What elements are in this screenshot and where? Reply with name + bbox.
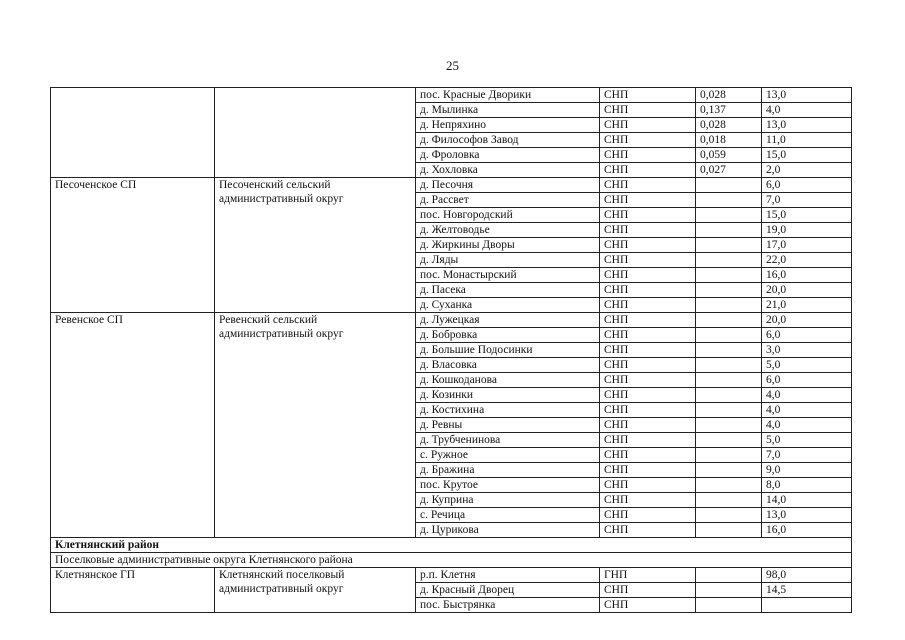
settlement-distance: 13,0 bbox=[762, 118, 852, 133]
settlement-type: СНП bbox=[600, 373, 696, 388]
settlement-area bbox=[696, 208, 762, 223]
settlement-name: д. Жиркины Дворы bbox=[416, 238, 600, 253]
settlement-type: СНП bbox=[600, 253, 696, 268]
section-title: Клетнянский район bbox=[51, 538, 852, 553]
settlement-distance: 20,0 bbox=[762, 313, 852, 328]
okrug-name: Песоченский сельский административный округ bbox=[215, 178, 416, 313]
settlement-area bbox=[696, 478, 762, 493]
settlement-type: СНП bbox=[600, 223, 696, 238]
settlement-name: д. Пасека bbox=[416, 283, 600, 298]
settlement-area: 0,018 bbox=[696, 133, 762, 148]
settlement-type: СНП bbox=[600, 313, 696, 328]
settlement-type: СНП bbox=[600, 598, 696, 613]
settlement-distance: 13,0 bbox=[762, 88, 852, 103]
settlement-distance: 20,0 bbox=[762, 283, 852, 298]
settlement-area bbox=[696, 328, 762, 343]
settlement-area bbox=[696, 298, 762, 313]
settlement-area: 0,137 bbox=[696, 103, 762, 118]
settlement-type: СНП bbox=[600, 433, 696, 448]
settlement-type: ГНП bbox=[600, 568, 696, 583]
settlement-distance: 4,0 bbox=[762, 403, 852, 418]
settlement-name: д. Песочня bbox=[416, 178, 600, 193]
settlement-area bbox=[696, 403, 762, 418]
settlement-type: СНП bbox=[600, 493, 696, 508]
settlement-type: СНП bbox=[600, 178, 696, 193]
settlement-type: СНП bbox=[600, 103, 696, 118]
settlement-type: СНП bbox=[600, 463, 696, 478]
settlement-distance: 5,0 bbox=[762, 358, 852, 373]
settlement-type: СНП bbox=[600, 298, 696, 313]
settlement-name: д. Трубченинова bbox=[416, 433, 600, 448]
settlement-area bbox=[696, 493, 762, 508]
settlement-type: СНП bbox=[600, 583, 696, 598]
settlement-type: СНП bbox=[600, 328, 696, 343]
settlement-distance: 6,0 bbox=[762, 373, 852, 388]
settlement-name: р.п. Клетня bbox=[416, 568, 600, 583]
sp-cell-empty bbox=[51, 88, 215, 178]
settlement-distance: 4,0 bbox=[762, 388, 852, 403]
settlement-distance: 4,0 bbox=[762, 418, 852, 433]
settlement-name: пос. Быстрянка bbox=[416, 598, 600, 613]
settlement-distance bbox=[762, 598, 852, 613]
settlement-name: д. Бражина bbox=[416, 463, 600, 478]
settlement-area bbox=[696, 388, 762, 403]
settlement-type: СНП bbox=[600, 148, 696, 163]
settlement-type: СНП bbox=[600, 448, 696, 463]
settlement-distance: 17,0 bbox=[762, 238, 852, 253]
settlement-type: СНП bbox=[600, 163, 696, 178]
okrug-cell-empty bbox=[215, 88, 416, 178]
settlement-name: д. Кошкоданова bbox=[416, 373, 600, 388]
settlement-area bbox=[696, 178, 762, 193]
settlement-distance: 9,0 bbox=[762, 463, 852, 478]
settlement-type: СНП bbox=[600, 88, 696, 103]
section-subtitle-row bbox=[51, 553, 852, 568]
settlement-area: 0,059 bbox=[696, 148, 762, 163]
settlement-distance: 16,0 bbox=[762, 523, 852, 538]
settlement-name: пос. Крутое bbox=[416, 478, 600, 493]
settlement-name: д. Мылинка bbox=[416, 103, 600, 118]
settlement-name: с. Ружное bbox=[416, 448, 600, 463]
settlement-area bbox=[696, 193, 762, 208]
settlement-distance: 16,0 bbox=[762, 268, 852, 283]
settlement-name: д. Костихина bbox=[416, 403, 600, 418]
settlement-distance: 7,0 bbox=[762, 193, 852, 208]
settlement-name: д. Желтоводье bbox=[416, 223, 600, 238]
settlement-type: СНП bbox=[600, 118, 696, 133]
settlement-area: 0,027 bbox=[696, 163, 762, 178]
settlement-area bbox=[696, 238, 762, 253]
settlement-type: СНП bbox=[600, 358, 696, 373]
settlement-name: д. Власовка bbox=[416, 358, 600, 373]
sp-name: Песоченское СП bbox=[51, 178, 215, 313]
settlement-distance: 14,5 bbox=[762, 583, 852, 598]
settlement-distance: 6,0 bbox=[762, 328, 852, 343]
settlement-area bbox=[696, 253, 762, 268]
settlement-distance: 4,0 bbox=[762, 103, 852, 118]
table-row bbox=[51, 568, 852, 583]
settlement-type: СНП bbox=[600, 133, 696, 148]
settlement-area bbox=[696, 508, 762, 523]
settlement-distance: 5,0 bbox=[762, 433, 852, 448]
settlement-distance: 15,0 bbox=[762, 148, 852, 163]
settlement-name: д. Куприна bbox=[416, 493, 600, 508]
settlement-type: СНП bbox=[600, 343, 696, 358]
settlement-area bbox=[696, 283, 762, 298]
settlement-name: д. Фроловка bbox=[416, 148, 600, 163]
settlement-type: СНП bbox=[600, 388, 696, 403]
settlement-area bbox=[696, 598, 762, 613]
okrug-name: Клетнянский поселковый административный округ bbox=[215, 568, 416, 613]
settlement-name: пос. Новгородский bbox=[416, 208, 600, 223]
settlement-type: СНП bbox=[600, 238, 696, 253]
settlement-area bbox=[696, 223, 762, 238]
settlement-type: СНП bbox=[600, 403, 696, 418]
settlement-type: СНП bbox=[600, 508, 696, 523]
settlement-area bbox=[696, 418, 762, 433]
settlement-type: СНП bbox=[600, 283, 696, 298]
settlement-type: СНП bbox=[600, 523, 696, 538]
settlement-distance: 11,0 bbox=[762, 133, 852, 148]
settlement-area bbox=[696, 358, 762, 373]
settlement-name: д. Непряхино bbox=[416, 118, 600, 133]
settlement-distance: 19,0 bbox=[762, 223, 852, 238]
settlement-name: д. Ревны bbox=[416, 418, 600, 433]
table-row bbox=[51, 178, 852, 193]
page-number: 25 bbox=[446, 58, 459, 73]
settlement-area bbox=[696, 313, 762, 328]
settlement-area bbox=[696, 448, 762, 463]
settlement-distance: 14,0 bbox=[762, 493, 852, 508]
settlement-area bbox=[696, 583, 762, 598]
okrug-name: Ревенский сельский административный округ bbox=[215, 313, 416, 538]
settlement-name: д. Большие Подосинки bbox=[416, 343, 600, 358]
settlement-name: д. Цурикова bbox=[416, 523, 600, 538]
sp-name: Клетнянское ГП bbox=[51, 568, 215, 613]
settlement-type: СНП bbox=[600, 193, 696, 208]
settlement-area bbox=[696, 568, 762, 583]
settlement-distance: 98,0 bbox=[762, 568, 852, 583]
settlement-name: д. Бобровка bbox=[416, 328, 600, 343]
settlement-name: с. Речица bbox=[416, 508, 600, 523]
settlement-area: 0,028 bbox=[696, 88, 762, 103]
settlement-name: д. Козинки bbox=[416, 388, 600, 403]
settlement-type: СНП bbox=[600, 478, 696, 493]
settlement-distance: 7,0 bbox=[762, 448, 852, 463]
settlement-name: пос. Монастырский bbox=[416, 268, 600, 283]
settlement-name: д. Ляды bbox=[416, 253, 600, 268]
section-title-row bbox=[51, 538, 852, 553]
settlement-area bbox=[696, 373, 762, 388]
settlement-area bbox=[696, 343, 762, 358]
settlement-distance: 21,0 bbox=[762, 298, 852, 313]
settlement-area bbox=[696, 523, 762, 538]
settlement-distance: 8,0 bbox=[762, 478, 852, 493]
settlement-type: СНП bbox=[600, 418, 696, 433]
table-row bbox=[51, 313, 852, 328]
settlement-name: д. Красный Дворец bbox=[416, 583, 600, 598]
settlement-area bbox=[696, 463, 762, 478]
settlement-distance: 22,0 bbox=[762, 253, 852, 268]
section-subtitle: Поселковые административные округа Клетнянского района bbox=[51, 553, 852, 568]
settlement-name: д. Рассвет bbox=[416, 193, 600, 208]
settlement-name: д. Суханка bbox=[416, 298, 600, 313]
settlement-type: СНП bbox=[600, 208, 696, 223]
settlement-name: д. Философов Завод bbox=[416, 133, 600, 148]
table-body bbox=[51, 88, 852, 613]
settlements-table bbox=[50, 87, 852, 613]
settlement-distance: 13,0 bbox=[762, 508, 852, 523]
settlement-name: д. Лужецкая bbox=[416, 313, 600, 328]
settlement-distance: 2,0 bbox=[762, 163, 852, 178]
settlement-distance: 6,0 bbox=[762, 178, 852, 193]
settlement-area bbox=[696, 268, 762, 283]
settlement-area: 0,028 bbox=[696, 118, 762, 133]
sp-name: Ревенское СП bbox=[51, 313, 215, 538]
settlement-area bbox=[696, 433, 762, 448]
settlement-name: пос. Красные Дворики bbox=[416, 88, 600, 103]
settlement-name: д. Хохловка bbox=[416, 163, 600, 178]
settlement-distance: 3,0 bbox=[762, 343, 852, 358]
table-row bbox=[51, 88, 852, 103]
settlement-type: СНП bbox=[600, 268, 696, 283]
settlement-distance: 15,0 bbox=[762, 208, 852, 223]
